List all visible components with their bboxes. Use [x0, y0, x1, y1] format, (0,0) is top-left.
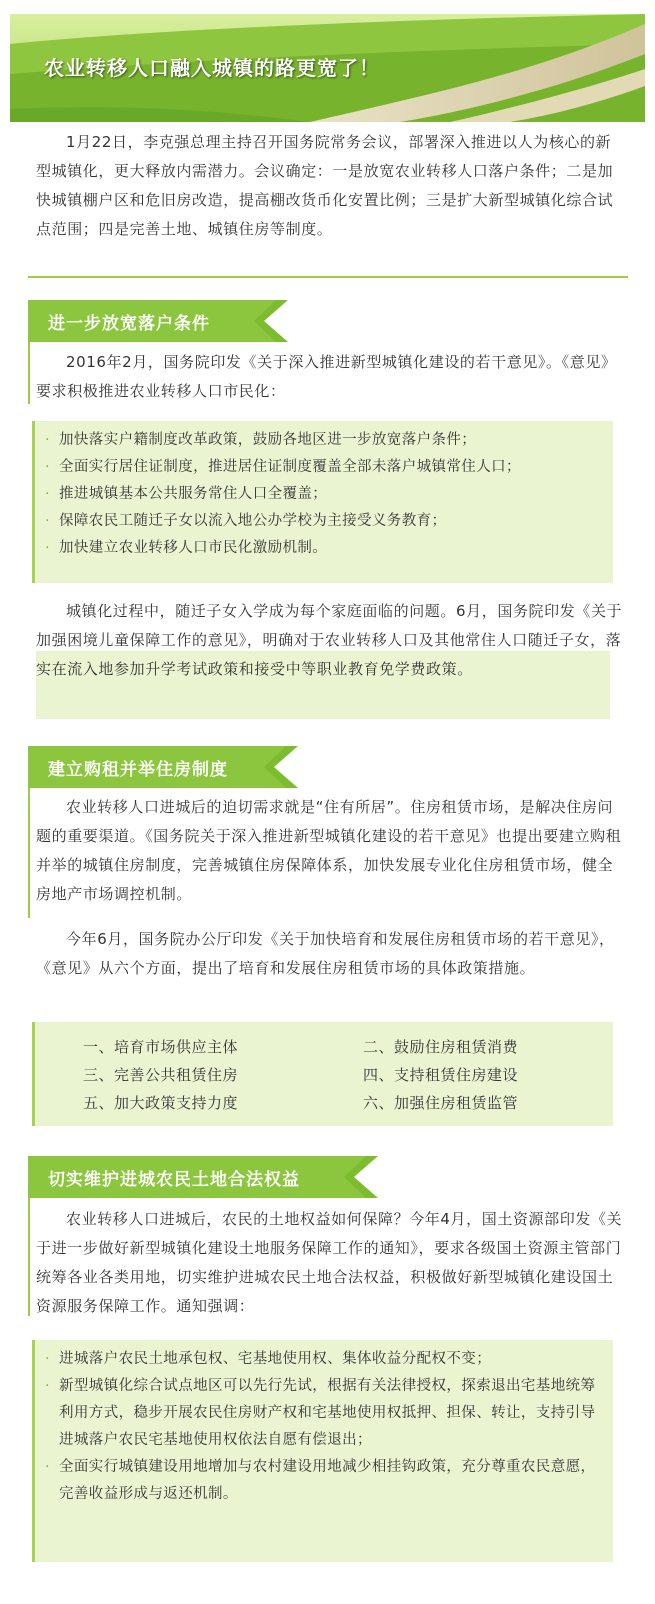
- section1-accent-line: [28, 342, 30, 404]
- section2-measures-box: [32, 1022, 613, 1126]
- section1-bullet-box: [32, 421, 613, 583]
- section2-title: 建立购租并举住房制度: [48, 760, 228, 780]
- section1-header: [28, 300, 288, 342]
- section1-bullet-list: [35, 427, 613, 562]
- section2-header: [28, 746, 298, 788]
- section2-paragraph-1: 农业转移人口进城后的迫切需求就是“住有所居”。住房租赁市场，是解决住房问题的重要渠道。《国务院关于深入推进新型城镇化建设的若干意见》也提出要建立购租并举的城镇住房制度，完善城镇住房保障体系，加快发展专业化住房租赁市场，健全房地产市场调控机制。: [36, 798, 622, 903]
- list-item: · 进城落户农民土地承包权、宅基地使用权、集体收益分配权不变；: [45, 1351, 492, 1367]
- section1-title: 进一步放宽落户条件: [48, 314, 210, 334]
- intro-paragraph: 1月22日，李克强总理主持召开国务院常务会议，部署深入推进以人为核心的新型城镇化，更大释放内需潜力。会议确定：一是放宽农业转移人口落户条件；二是加快城镇棚户区和危旧房改造，提高棚改货币化安置比例；三是扩大新型城镇化综合试点范围；四是完善土地、城镇住房等制度。: [36, 133, 614, 238]
- measure-item: 四、支持租赁住房建设: [363, 1066, 519, 1084]
- banner-title: 农业转移人口融入城镇的路更宽了！: [44, 56, 380, 80]
- header-banner: [10, 14, 645, 122]
- section3-bullet-list: [35, 1346, 613, 1508]
- section3-paragraph: 农业转移人口进城后，农民的土地权益如何保障？今年4月，国土资源部印发《关于进一步做好新型城镇化建设土地服务保障工作的通知》，要求各级国土资源主管部门统筹各业各类用地，切实维护进城农民土地合法权益，积极做好新型城镇化建设国土资源服务保障工作。通知强调：: [36, 1210, 623, 1315]
- measure-item: 一、培育市场供应主体: [83, 1038, 239, 1056]
- section3-accent-line: [28, 1198, 30, 1316]
- section-divider: [28, 276, 628, 278]
- measure-item: 三、完善公共租赁住房: [83, 1066, 239, 1084]
- section1-followup: 城镇化过程中，随迁子女入学成为每个家庭面临的问题。6月，国务院印发《关于加强困境儿童保障工作的意见》，明确对于农业转移人口及其他常住人口随迁子女，落实在流入地参加升学考试政策和接受中等职业教育免学费政策。: [36, 602, 623, 678]
- section2-paragraph-2: 今年6月，国务院办公厅印发《关于加快培育和发展住房租赁市场的若干意见》，《意见》从六个方面，提出了培育和发展住房租赁市场的具体政策措施。: [36, 930, 615, 977]
- list-item: · 加快落实户籍制度改革政策，鼓励各地区进一步放宽落户条件；: [45, 432, 477, 448]
- measure-item: 二、鼓励住房租赁消费: [363, 1038, 519, 1056]
- list-item: · 推进城镇基本公共服务常住人口全覆盖；: [45, 486, 328, 502]
- measure-item: 六、加强住房租赁监管: [363, 1094, 519, 1112]
- list-item: · 加快建立农业转移人口市民化激励机制。: [45, 540, 328, 556]
- list-item: · 全面实行居住证制度，推进居住证制度覆盖全部未落户城镇常住人口；: [45, 459, 521, 475]
- list-item: · 保障农民工随迁子女以流入地公办学校为主接受义务教育；: [45, 513, 447, 529]
- section2-accent-line: [28, 788, 30, 918]
- list-item: · 全面实行城镇建设用地增加与农村建设用地减少相挂钩政策，充分尊重农民意愿，完善收益形成与返还机制。: [45, 1459, 596, 1502]
- section1-intro: 2016年2月，国务院印发《关于深入推进新型城镇化建设的若干意见》。《意见》要求积极推进农业转移人口市民化：: [36, 353, 617, 400]
- section3-title: 切实维护进城农民土地合法权益: [48, 1170, 300, 1190]
- section3-bullet-box: [32, 1340, 613, 1562]
- section3-header: [28, 1156, 378, 1198]
- measure-item: 五、加大政策支持力度: [83, 1094, 239, 1112]
- list-item: · 新型城镇化综合试点地区可以先行先试，根据有关法律授权，探索退出宅基地统筹利用方式，稳步开展农民住房财产权和宅基地使用权抵押、担保、转让，支持引导进城落户农民宅基地使用权依法自愿有偿退出；: [45, 1378, 596, 1448]
